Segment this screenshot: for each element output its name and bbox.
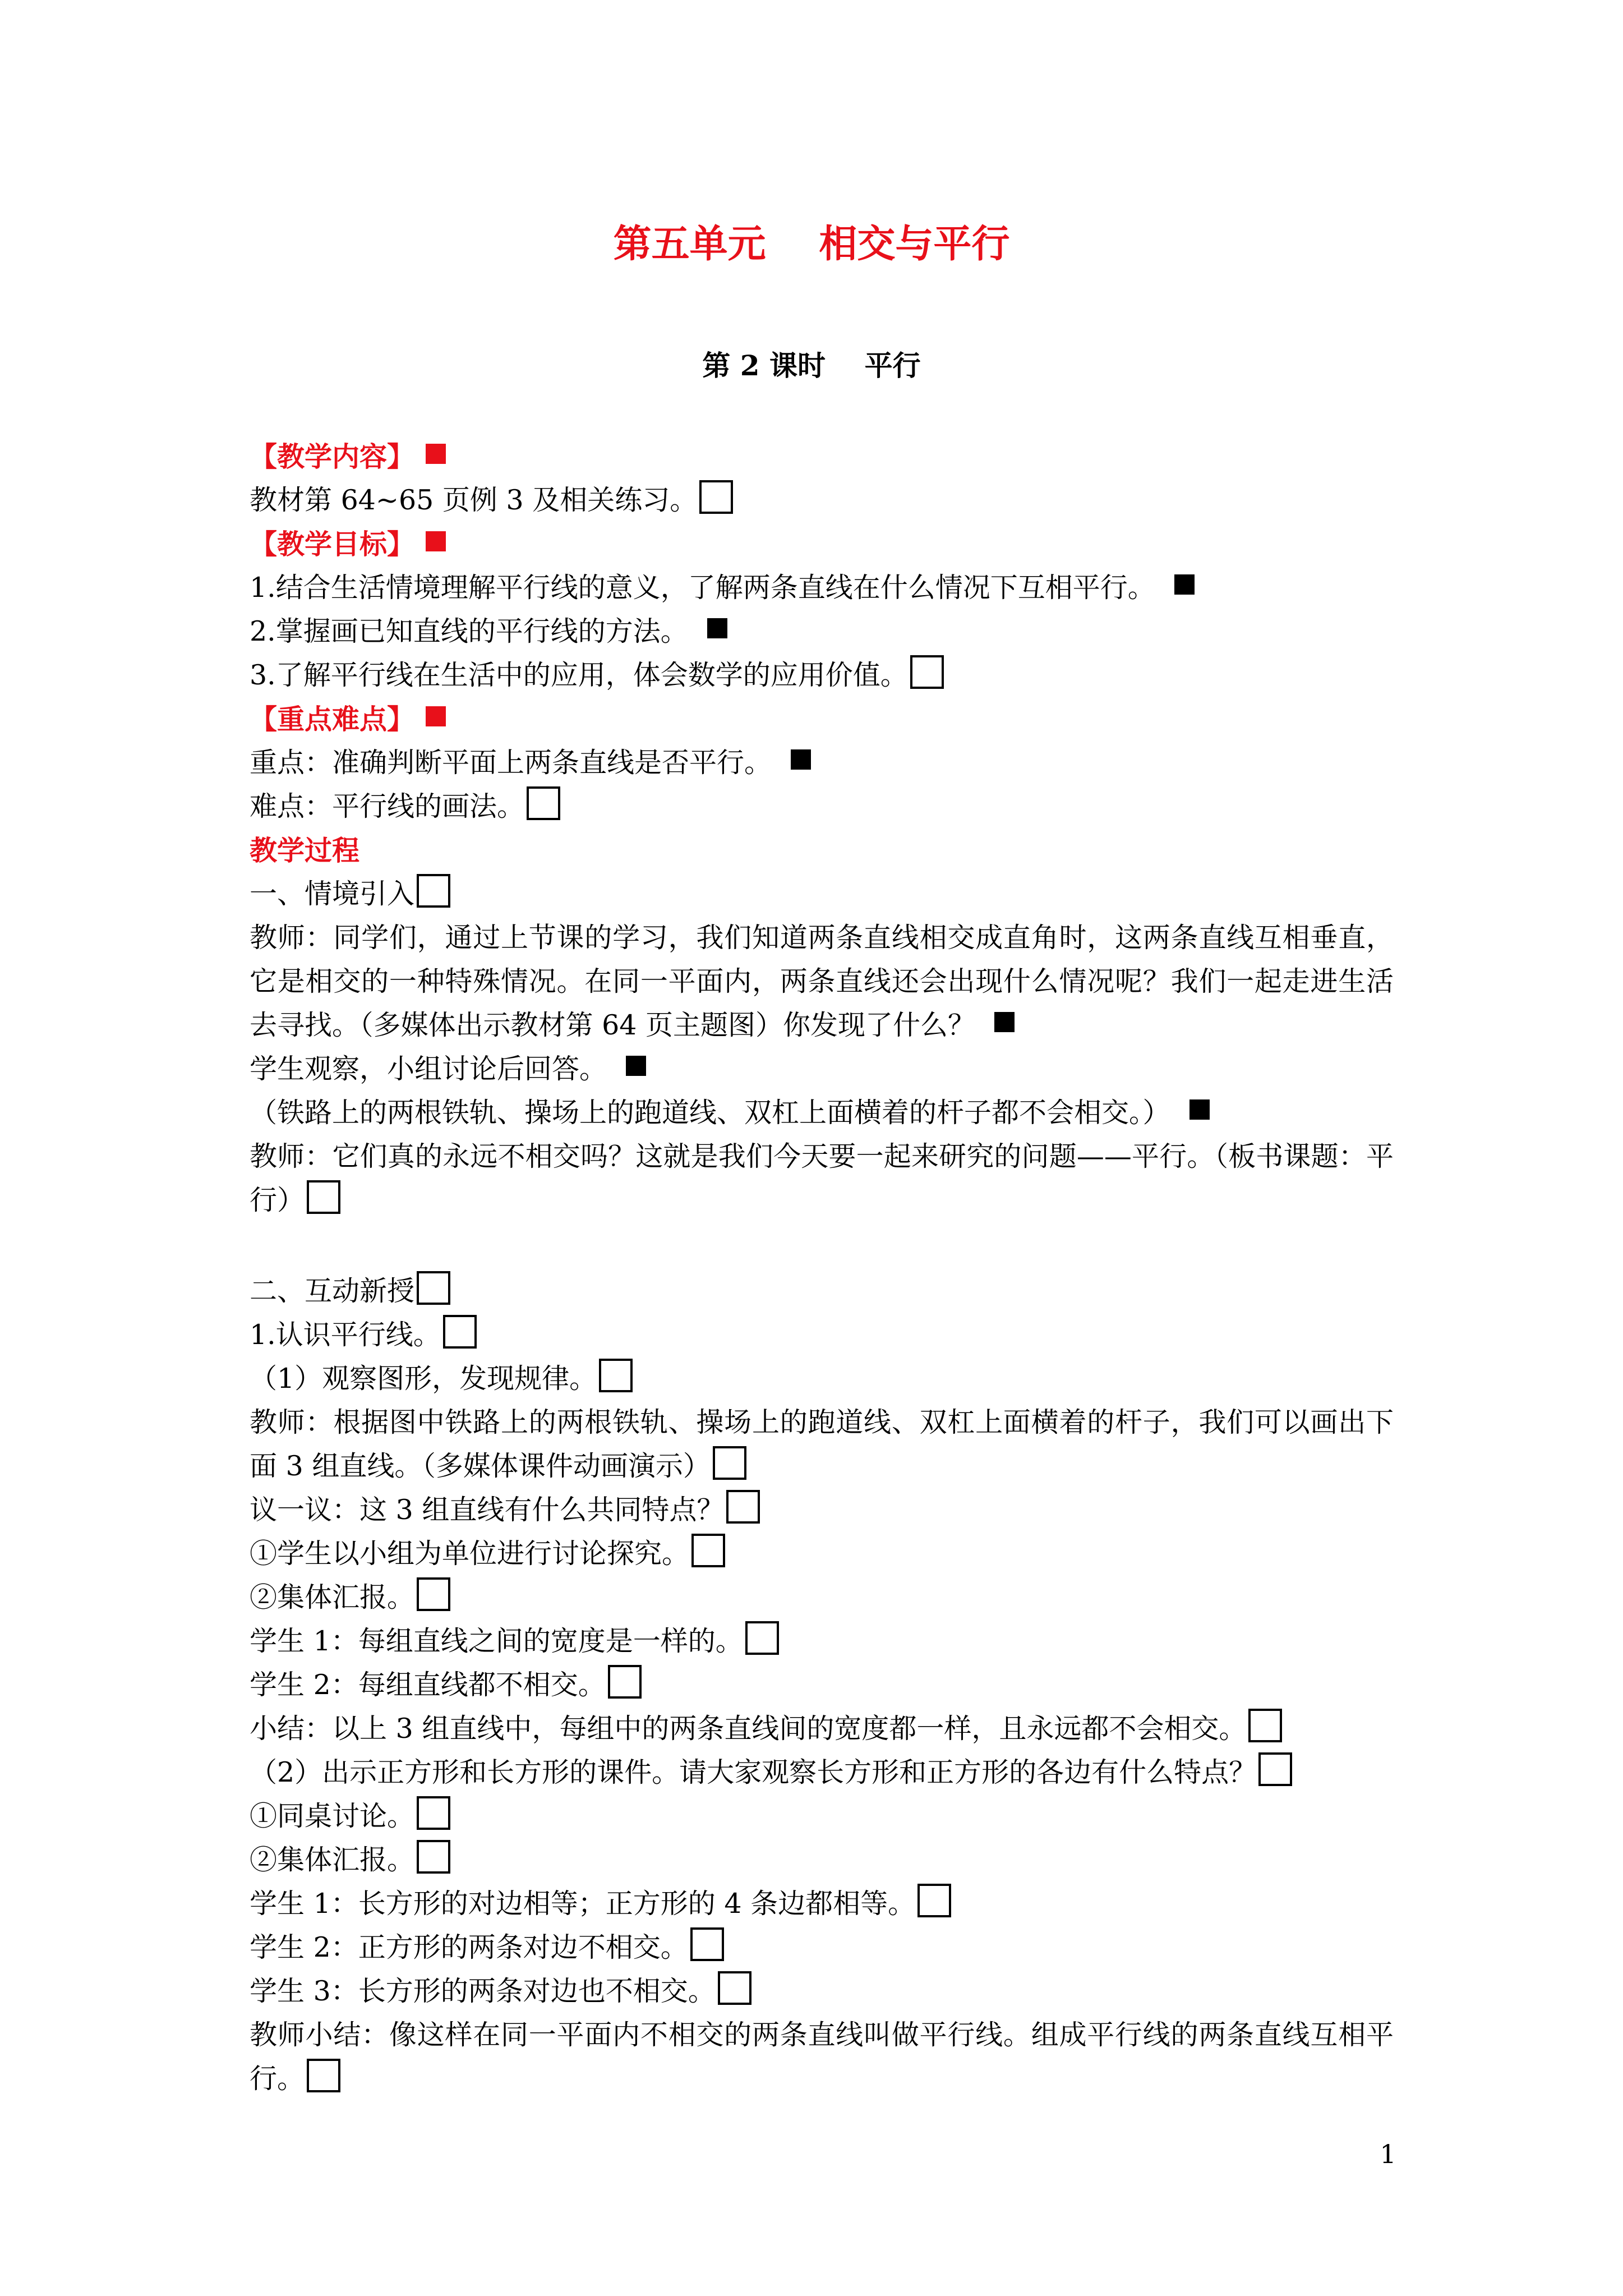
line-text: 二、互动新授 [250,1275,415,1307]
text-line [250,610,1394,654]
empty-box-marker [599,1359,633,1392]
line-text: 教学过程 [250,834,360,867]
empty-box-marker [699,480,733,514]
text-line [250,1663,1394,1707]
unit-title: 第五单元 相交与平行 [613,222,1010,266]
filled-square-marker [791,749,811,770]
empty-box-marker [718,1971,751,2005]
line-text: 【教学目标】 [250,528,415,560]
empty-box-marker [691,1534,725,1567]
line-text: 一、情境引入 [250,878,415,910]
empty-box-marker [307,1180,340,1214]
text-line [250,1926,1394,1970]
empty-box-marker [910,655,944,689]
document-body [250,435,1394,2101]
line-text: ②集体汇报。 [250,1581,415,1613]
line-text: ①同桌讨论。 [250,1800,415,1832]
filled-square-marker [626,1056,646,1076]
text-line [250,1576,1394,1619]
text-line [250,1619,1394,1663]
text-line [250,872,1394,916]
empty-box-marker [1258,1752,1292,1786]
section-heading [250,829,1394,872]
text-line [250,1882,1394,1926]
line-text: 学生观察，小组讨论后回答。 [250,1053,607,1085]
text-line [250,1751,1394,1795]
spacer [250,1222,1394,1269]
text-line [250,1269,1394,1313]
empty-box-marker [608,1665,642,1699]
text-line [250,1313,1394,1357]
text-line [250,2013,1394,2101]
text-line [250,1707,1394,1751]
section-heading [250,522,1394,566]
line-text: 学生 3：长方形的两条对边也不相交。 [250,1975,716,2007]
empty-box-marker [417,1840,450,1874]
text-line [250,916,1394,1047]
empty-box-marker [690,1927,724,1961]
empty-box-marker [1248,1709,1282,1742]
text-line [250,1135,1394,1222]
text-line [250,1838,1394,1882]
filled-square-marker [1174,574,1195,595]
filled-square-marker [994,1012,1015,1032]
line-text: （2）出示正方形和长方形的课件。请大家观察长方形和正方形的各边有什么特点？ [250,1756,1257,1788]
empty-box-marker [745,1621,779,1655]
text-line [250,1091,1394,1135]
empty-box-marker [307,2059,340,2092]
line-text: ②集体汇报。 [250,1844,415,1876]
empty-box-marker [917,1884,951,1917]
empty-box-marker [417,1577,450,1611]
empty-box-marker [417,1271,450,1305]
line-text: ①学生以小组为单位进行讨论探究。 [250,1538,690,1570]
text-line [250,1795,1394,1838]
empty-box-marker [713,1446,746,1480]
line-text: 1.认识平行线。 [250,1319,441,1351]
line-text: （1）观察图形，发现规律。 [250,1363,597,1395]
text-line [250,741,1394,785]
empty-box-marker [726,1490,760,1524]
line-text: 教师：同学们，通过上节课的学习，我们知道两条直线相交成直角时，这两条直线互相垂直，它是相交的一种特殊情况。在同一平面内，两条直线还会出现什么情况呢？我们一起走进生活去寻找。（多媒体出示教材第 64 页主题图）你发现了什么？ [250,922,1394,1041]
empty-box-marker [527,786,560,820]
line-text: 重点：准确判断平面上两条直线是否平行。 [250,747,772,779]
filled-square-marker [707,618,727,638]
line-text: 小结：以上 3 组直线中，每组中的两条直线间的宽度都一样，且永远都不会相交。 [250,1713,1247,1745]
text-line [250,1532,1394,1576]
text-line [250,1488,1394,1532]
line-text: 难点：平行线的画法。 [250,790,525,822]
line-text: 议一议：这 3 组直线有什么共同特点？ [250,1494,725,1526]
lesson-subtitle: 第 2 课时 平行 [702,349,921,382]
page-number: 1 [1380,2139,1396,2169]
line-text: 【重点难点】 [250,703,415,735]
text-line [250,654,1394,697]
text-line [250,1357,1394,1401]
line-text: 学生 2：正方形的两条对边不相交。 [250,1931,688,1963]
filled-square-marker [1189,1099,1210,1120]
line-text: 1.结合生活情境理解平行线的意义，了解两条直线在什么情况下互相平行。 [250,572,1155,604]
line-text: （铁路上的两根铁轨、操场上的跑道线、双杠上面横着的杆子都不会相交。） [250,1097,1170,1129]
line-text: 教师：根据图中铁路上的两根铁轨、操场上的跑道线、双杠上面横着的杆子，我们可以画出下面 3 组直线。（多媒体课件动画演示） [250,1406,1394,1482]
filled-square-marker [426,706,446,726]
filled-square-marker [426,444,446,464]
text-line [250,478,1394,522]
text-line [250,566,1394,610]
line-text: 3.了解平行线在生活中的应用，体会数学的应用价值。 [250,659,908,691]
line-text: 2.掌握画已知直线的平行线的方法。 [250,615,688,647]
text-line [250,1970,1394,2013]
line-text: 学生 1：长方形的对边相等；正方形的 4 条边都相等。 [250,1888,916,1920]
line-text: 学生 2：每组直线都不相交。 [250,1669,606,1701]
text-line [250,1047,1394,1091]
empty-box-marker [417,874,450,908]
line-text: 教师小结：像这样在同一平面内不相交的两条直线叫做平行线。组成平行线的两条直线互相平行。 [250,2019,1394,2095]
line-text: 【教学内容】 [250,440,415,473]
empty-box-marker [443,1315,477,1349]
empty-box-marker [417,1796,450,1830]
section-heading [250,435,1394,478]
line-text: 教材第 64~65 页例 3 及相关练习。 [250,484,698,516]
text-line [250,785,1394,829]
filled-square-marker [426,531,446,551]
line-text: 学生 1：每组直线之间的宽度是一样的。 [250,1625,743,1657]
line-text: 教师：它们真的永远不相交吗？这就是我们今天要一起来研究的问题——平行。（板书课题：平行） [250,1140,1394,1216]
text-line [250,1401,1394,1488]
section-heading [250,697,1394,741]
